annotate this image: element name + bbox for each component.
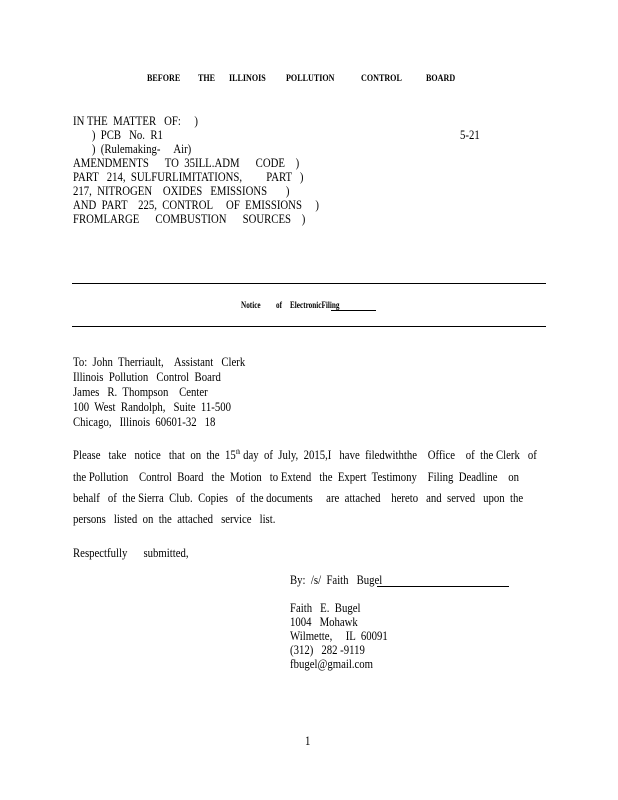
body-line bbox=[73, 448, 537, 463]
body-line: the Pollution Control Board the Motion to Extend the Expert Testimony Filing Deadline on bbox=[73, 470, 520, 484]
header-pollution: POLLUTION bbox=[286, 74, 335, 84]
caption-line: ) (Rulemaking- Air) bbox=[73, 142, 192, 156]
caption-line: AND PART 225, CONTROL OF EMISSIONS ) bbox=[73, 198, 319, 212]
header-control: CONTROL bbox=[361, 74, 402, 84]
caption-line: 217, NITROGEN OXIDES EMISSIONS ) bbox=[73, 184, 290, 198]
header-board: BOARD bbox=[426, 74, 456, 84]
caption-line: IN THE MATTER OF: ) bbox=[73, 114, 198, 128]
notice-underline bbox=[331, 310, 376, 311]
signature-by-line: By: /s/ Faith Bugel bbox=[290, 573, 383, 587]
ordinal-suffix: th bbox=[235, 448, 241, 456]
addressee-line: James R. Thompson Center bbox=[73, 385, 208, 399]
docket-suffix: 5-21 bbox=[460, 128, 480, 142]
body-line: persons listed on the attached service list. bbox=[73, 512, 276, 526]
caption-line: PART 214, SULFURLIMITATIONS, PART ) bbox=[73, 170, 304, 184]
body-line: behalf of the Sierra Club. Copies of the documents are attached hereto and served upon the bbox=[73, 491, 524, 505]
top-rule bbox=[72, 283, 546, 284]
signer-name: Faith E. Bugel bbox=[290, 601, 361, 615]
signer-city: Wilmette, IL 60091 bbox=[290, 629, 388, 643]
caption-line: ) PCB No. R1 bbox=[73, 128, 163, 142]
body-text: day of July, 2015,I have filedwiththe Office of the Clerk of bbox=[240, 448, 537, 462]
body-text: Please take notice that on the 15 bbox=[73, 448, 236, 462]
header-the: THE bbox=[198, 74, 216, 84]
caption-line: AMENDMENTS TO 35ILL.ADM CODE ) bbox=[73, 156, 300, 170]
header-before: BEFORE bbox=[147, 74, 181, 84]
signer-email: fbugel@gmail.com bbox=[290, 657, 374, 671]
addressee-line: Chicago, Illinois 60601-32 18 bbox=[73, 415, 216, 429]
closing: Respectfully submitted, bbox=[73, 546, 189, 560]
addressee-line: Illinois Pollution Control Board bbox=[73, 370, 221, 384]
notice-title-word: ElectronicFiling bbox=[290, 300, 340, 310]
signature-underline bbox=[377, 586, 509, 587]
signer-street: 1004 Mohawk bbox=[290, 615, 358, 629]
addressee-line: 100 West Randolph, Suite 11-500 bbox=[73, 400, 231, 414]
header-illinois: ILLINOIS bbox=[229, 74, 266, 84]
signer-phone: (312) 282 -9119 bbox=[290, 643, 365, 657]
addressee-line: To: John Therriault, Assistant Clerk bbox=[73, 355, 246, 369]
page-number: 1 bbox=[305, 734, 311, 748]
notice-title-word: Notice bbox=[241, 300, 261, 310]
bottom-rule bbox=[72, 326, 546, 327]
notice-title-word: of bbox=[276, 300, 282, 310]
caption-line: FROMLARGE COMBUSTION SOURCES ) bbox=[73, 212, 306, 226]
